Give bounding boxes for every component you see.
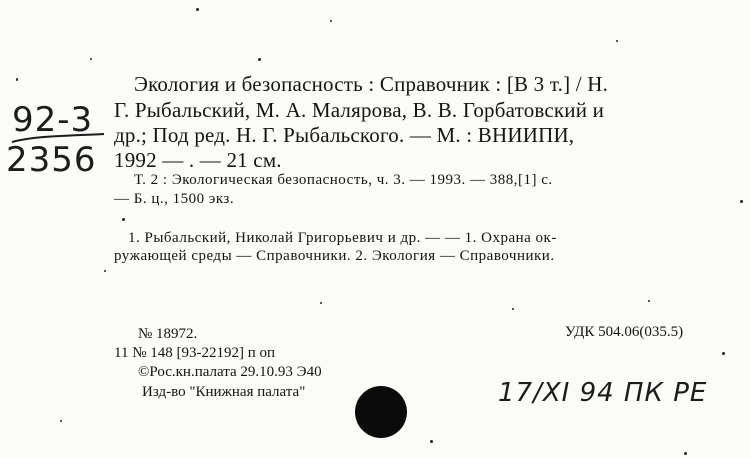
publisher-line: Изд-во "Книжная палата" [142,384,306,400]
chamber-line: ©Рос.кн.палата 29.10.93 Э40 [138,364,322,380]
title-line-3: др.; Под ред. Н. Г. Рыбальского. — М. : ВНИИПИ, [114,123,575,147]
scan-speck [648,300,650,302]
scan-speck [320,302,322,304]
order-line: 11 № 148 [93-22192] п оп [114,345,276,361]
scan-speck [196,8,199,11]
scan-speck [258,58,261,61]
scan-speck [722,352,725,355]
scan-speck [330,20,332,22]
shelf-mark-top: 92-3 [12,100,94,140]
scan-speck [122,218,125,221]
title-line-2: Г. Рыбальский, М. А. Малярова, В. В. Горбатовский и [114,98,605,122]
scan-speck [512,308,514,310]
scan-speck [16,78,18,81]
scan-speck [430,440,433,443]
record-number: № 18972. [138,326,198,342]
punch-hole [355,386,407,438]
title-line-1: Экология и безопасность : Справочник : [В 3 т.] / Н. [134,72,609,96]
scan-speck [684,452,687,455]
volume-line-2: — Б. ц., 1500 экз. [114,191,235,207]
shelf-mark-bottom: 2356 [6,140,97,180]
scan-speck [90,58,92,60]
udc-code: УДК 504.06(035.5) [565,324,684,340]
volume-line-1: Т. 2 : Экологическая безопасность, ч. 3. — 1993. — 388,[1] с. [134,172,553,188]
scan-speck [60,420,62,422]
subject-line-2: ружающей среды — Справочники. 2. Экология — Справочники. [114,248,555,264]
handwritten-note: 17/XI 94 ПК РЕ [498,378,708,408]
scan-speck [616,40,618,42]
title-line-4: 1992 — . — 21 см. [114,148,282,172]
scan-speck [740,200,743,203]
scan-speck [104,270,106,272]
subject-line-1: 1. Рыбальский, Николай Григорьевич и др. — — 1. Охрана ок- [128,230,557,246]
